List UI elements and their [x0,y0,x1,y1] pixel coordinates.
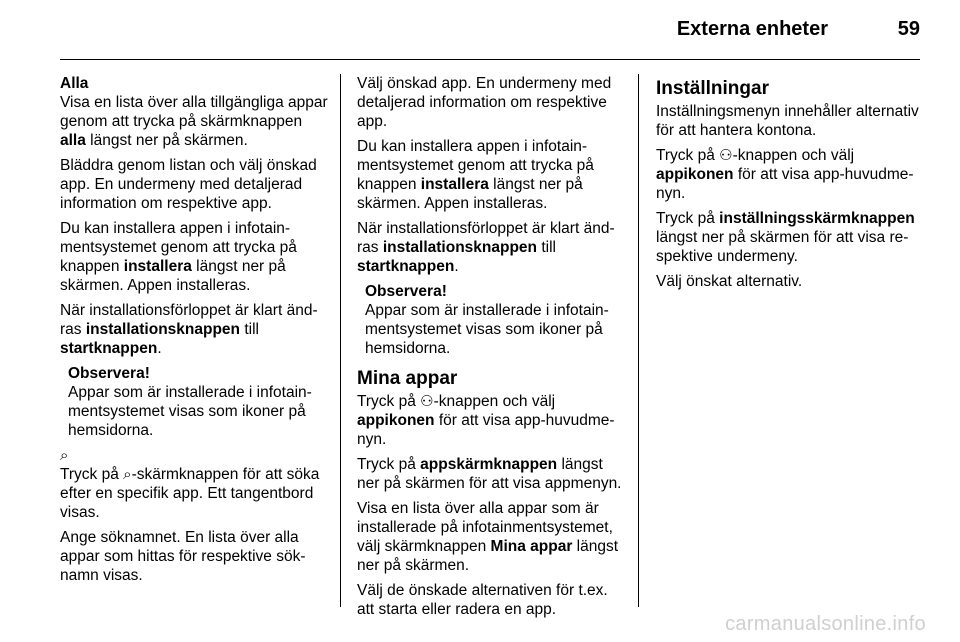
paragraph: Inställningsmenyn innehåller alternativ för att hantera kontona. [656,103,919,139]
paragraph: Tryck på appskärmknappen längst ner på skärmen för att visa appmenyn. [357,456,622,492]
paragraph: Tryck på ⚇-knappen och välj appikonen för att visa app-huvudmenyn. [656,147,914,202]
column-1 [60,74,328,591]
column-divider-2 [638,74,639,607]
app-icon: ⚇ [719,147,733,164]
note-text: Appar som är installerade i infotainmentsystemet visas som ikoner på hemsidorna. [365,302,609,357]
paragraph: Välj de önskade alternativen för t.ex. att starta eller radera en app. [357,582,608,618]
paragraph: Tryck på inställningsskärmknappen längst ner på skärmen för att visa respektive undermeny. [656,210,915,265]
paragraph: Bläddra genom listan och välj önskad app. En undermeny med detaljerad information om respektive app. [60,157,317,212]
search-icon: ⌕ [60,447,69,464]
alla-heading: Alla [60,75,89,92]
paragraph: Tryck på ⚇-knappen och välj appikonen för att visa app-huvudmenyn. [357,393,615,448]
installningar-heading: Inställningar [656,78,769,99]
header-title: Externa enheter [676,18,828,40]
paragraph: Du kan installera appen i infotainmentsystemet genom att trycka på knappen installera längst ner på skärmen. Appen installeras. [357,138,594,212]
paragraph: När installationsförloppet är klart ändras installationsknappen till startknappen. [357,220,615,275]
app-icon: ⚇ [420,393,434,410]
paragraph: Välj önskat alternativ. [656,273,803,290]
paragraph: Du kan installera appen i infotainmentsystemet genom att trycka på knappen installera längst ner på skärmen. Appen installeras. [60,220,297,294]
note-box [365,282,627,358]
paragraph: När installationsförloppet är klart ändras installationsknappen till startknappen. [60,302,318,357]
search-symbol-heading [60,446,328,465]
column-3 [656,74,922,297]
note-title: Observera! [68,365,150,382]
paragraph: Ange söknamnet. En lista över alla appar som hittas för respektive söknamn visas. [60,529,306,584]
note-title: Observera! [365,283,447,300]
paragraph: Välj önskad app. En undermeny med detaljerad information om respektive app. [357,75,612,130]
paragraph: Tryck på ⌕-skärmknappen för att söka efter en specifik app. Ett tangentbord visas. [60,466,320,521]
paragraph: Visa en lista över alla tillgängliga appar genom att trycka på skärmknappen alla längst ner på skärmen. [60,94,328,149]
header-rule [60,59,920,60]
note-text: Appar som är installerade i infotainmentsystemet visas som ikoner på hemsidorna. [68,384,312,439]
watermark: carmanualsonline.info [725,613,926,635]
search-icon: ⌕ [123,466,132,483]
column-divider-1 [340,74,341,607]
page-number: 59 [897,18,920,40]
paragraph: Visa en lista över alla appar som är installerade på infotainmentsystemet, välj skärmknappen Mina appar längst ner på skärmen. [357,500,619,574]
mina-appar-heading: Mina appar [357,368,458,389]
note-box [68,364,328,440]
column-2 [357,74,627,625]
